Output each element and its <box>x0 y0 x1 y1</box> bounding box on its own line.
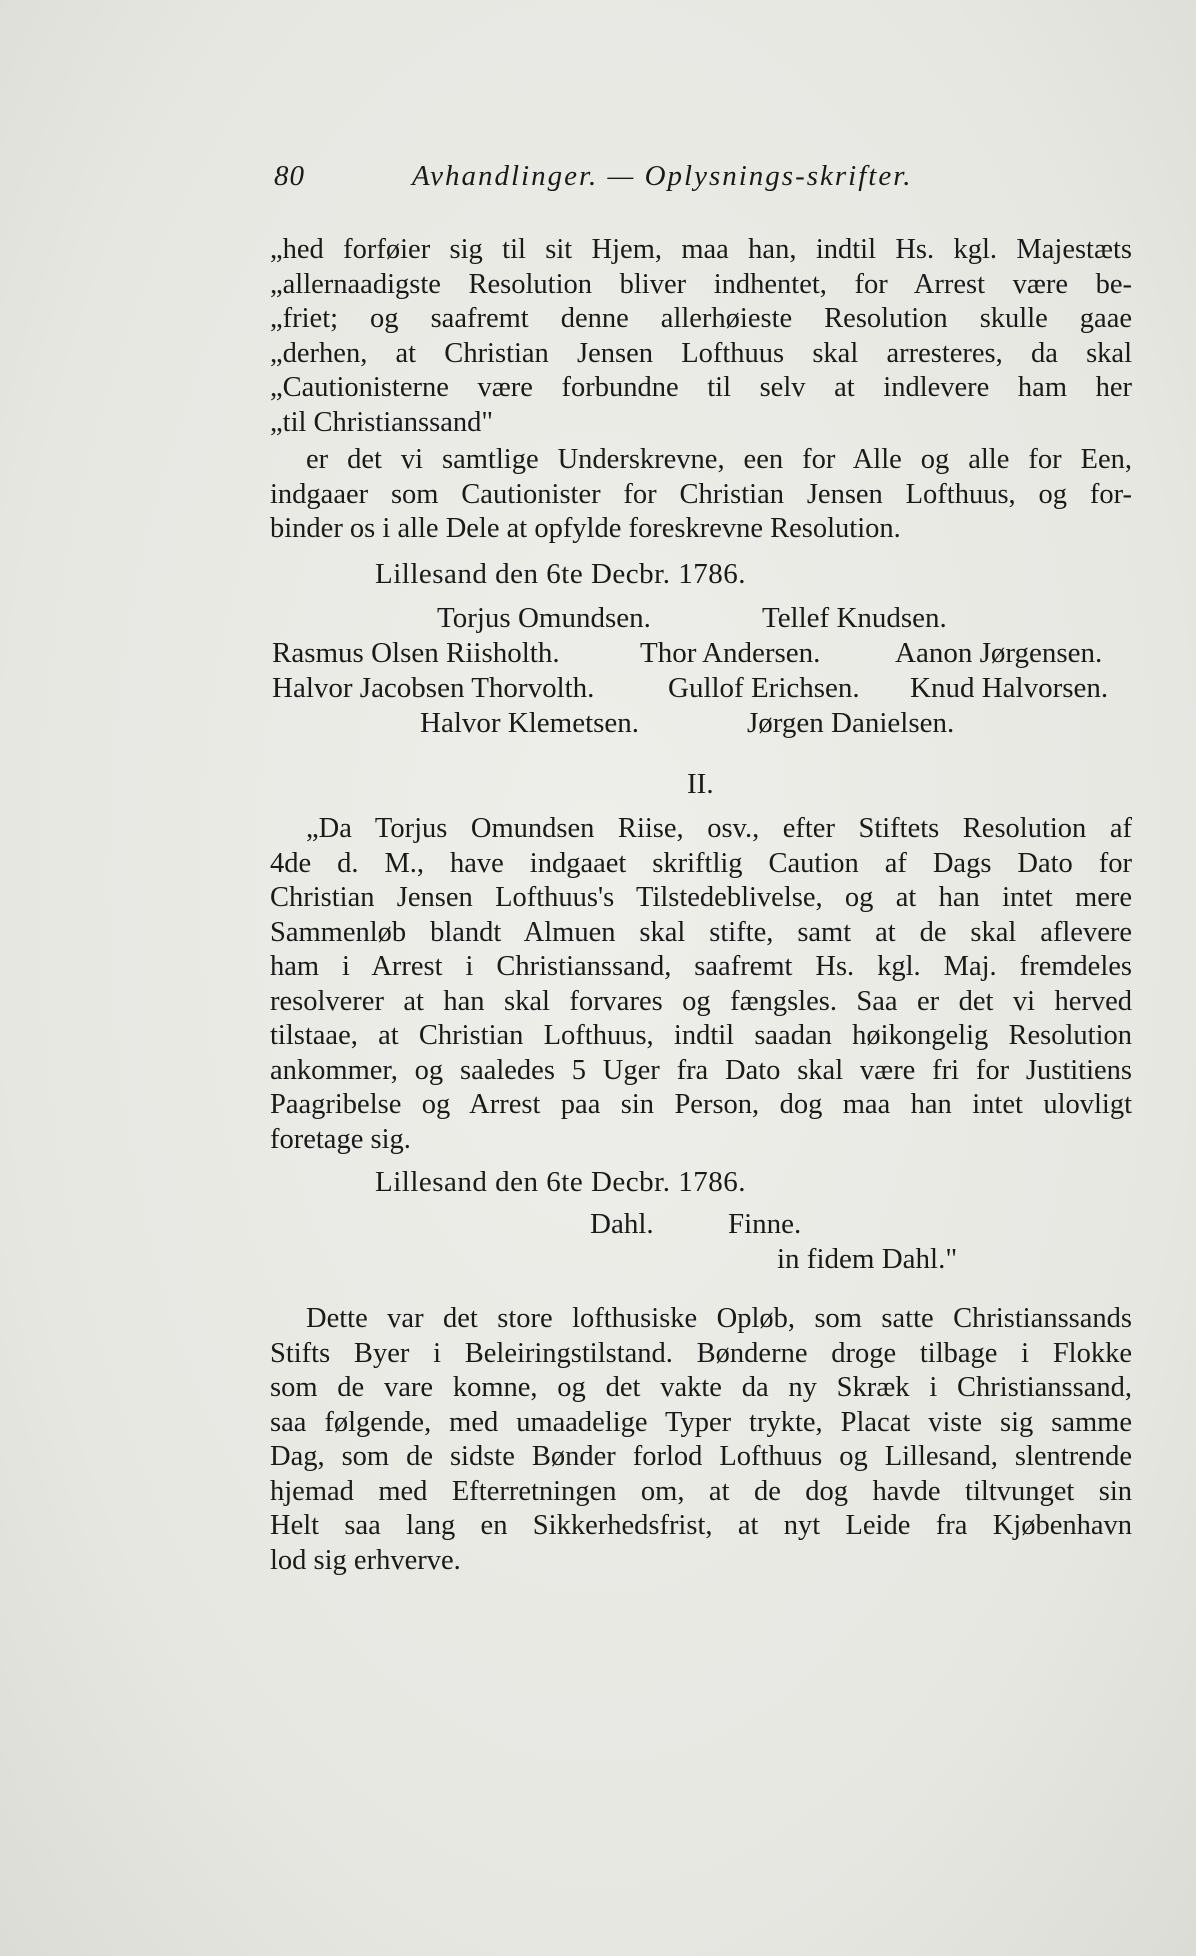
text-line: Helt saa lang en Sikkerhedsfrist, at nyt Leide fra Kjøbenhavn <box>270 1510 1132 1541</box>
text-line: er det vi samtlige Underskrevne, een for Alle og alle for Een, <box>306 444 1132 475</box>
text-line: Christian Jensen Lofthuus's Tilstedeblivelse, og at han intet mere <box>270 882 1132 913</box>
text-line: Stifts Byer i Beleiringstilstand. Bønderne droge tilbage i Flokke <box>270 1337 1132 1369</box>
text-line: tilstaae, at Christian Lofthuus, indtil saadan høikongelig Resolution <box>270 1020 1132 1051</box>
text-line: 4de d. M., have indgaaet skriftlig Caution af Dags Dato for <box>270 847 1132 879</box>
signature: Halvor Klemetsen. <box>420 707 640 739</box>
signature: Rasmus Olsen Riisholth. <box>272 637 560 669</box>
text-line: resolverer at han skal forvares og fængsles. Saa er det vi herved <box>270 985 1132 1017</box>
signature: Torjus Omundsen. <box>437 602 651 634</box>
signature: Knud Halvorsen. <box>910 672 1109 704</box>
text-line: Dag, som de sidste Bønder forlod Lofthuus og Lillesand, slentrende <box>270 1441 1132 1472</box>
running-title: Avhandlinger. — Oplysnings-skrifter. <box>412 160 913 192</box>
paragraph-3 <box>270 1302 1132 1578</box>
text-line: „derhen, at Christian Jensen Lofthuus skal arresteres, da skal <box>270 337 1132 369</box>
text-line: ankommer, og saaledes 5 Uger fra Dato skal være fri for Justitiens <box>270 1054 1132 1086</box>
signature: Finne. <box>728 1208 802 1240</box>
paragraph-2 <box>270 812 1132 1157</box>
signature: Thor Andersen. <box>640 637 821 669</box>
text-line: Dette var det store lofthusiske Opløb, som satte Christianssands <box>306 1303 1132 1334</box>
text-line: foretage sig. <box>270 1123 411 1155</box>
signature: Gullof Erichsen. <box>668 672 860 704</box>
text-line: „friet; og saafremt denne allerhøieste Resolution skulle gaae <box>270 303 1132 334</box>
paragraph-1 <box>270 443 1132 547</box>
text-line: „hed forføier sig til sit Hjem, maa han, indtil Hs. kgl. Majestæts <box>270 234 1132 265</box>
quote-block-1 <box>270 233 1132 440</box>
text-line: lod sig erhverve. <box>270 1544 461 1576</box>
date-line-2: Lillesand den 6te Decbr. 1786. <box>375 1166 746 1198</box>
text-line: hjemad med Efterretningen om, at de dog havde tiltvunget sin <box>270 1475 1132 1507</box>
text-line: som de vare komne, og det vakte da ny Skræk i Christianssand, <box>270 1372 1132 1403</box>
text-line: „til Christianssand" <box>270 406 493 438</box>
signature: Tellef Knudsen. <box>762 602 947 634</box>
text-line: binder os i alle Dele at opfylde foreskrevne Resolution. <box>270 513 901 544</box>
text-line: „Da Torjus Omundsen Riise, osv., efter Stiftets Resolution af <box>306 813 1132 844</box>
text-line: Sammenløb blandt Almuen skal stifte, samt at de skal aflevere <box>270 916 1132 948</box>
signature: Dahl. <box>590 1208 654 1240</box>
text-line: Paagribelse og Arrest paa sin Person, dog maa han intet ulovligt <box>270 1089 1132 1120</box>
section-mark: II. <box>687 768 714 800</box>
signature: Aanon Jørgensen. <box>895 637 1103 669</box>
date-line-1: Lillesand den 6te Decbr. 1786. <box>375 558 746 590</box>
text-line: „Cautionisterne være forbundne til selv at indlevere ham her <box>270 372 1132 403</box>
text-line: saa følgende, med umaadelige Typer trykte, Placat viste sig samme <box>270 1406 1132 1438</box>
text-line: „allernaadigste Resolution bliver indhentet, for Arrest være be- <box>270 268 1132 300</box>
signature: in fidem Dahl." <box>777 1243 958 1275</box>
text-line: ham i Arrest i Christianssand, saafremt Hs. kgl. Maj. fremdeles <box>270 951 1132 982</box>
text-line: indgaaer som Cautionister for Christian Jensen Lofthuus, og for- <box>270 478 1132 510</box>
signature: Jørgen Danielsen. <box>747 707 955 739</box>
page-number: 80 <box>274 160 305 192</box>
signature: Halvor Jacobsen Thorvolth. <box>272 672 595 704</box>
